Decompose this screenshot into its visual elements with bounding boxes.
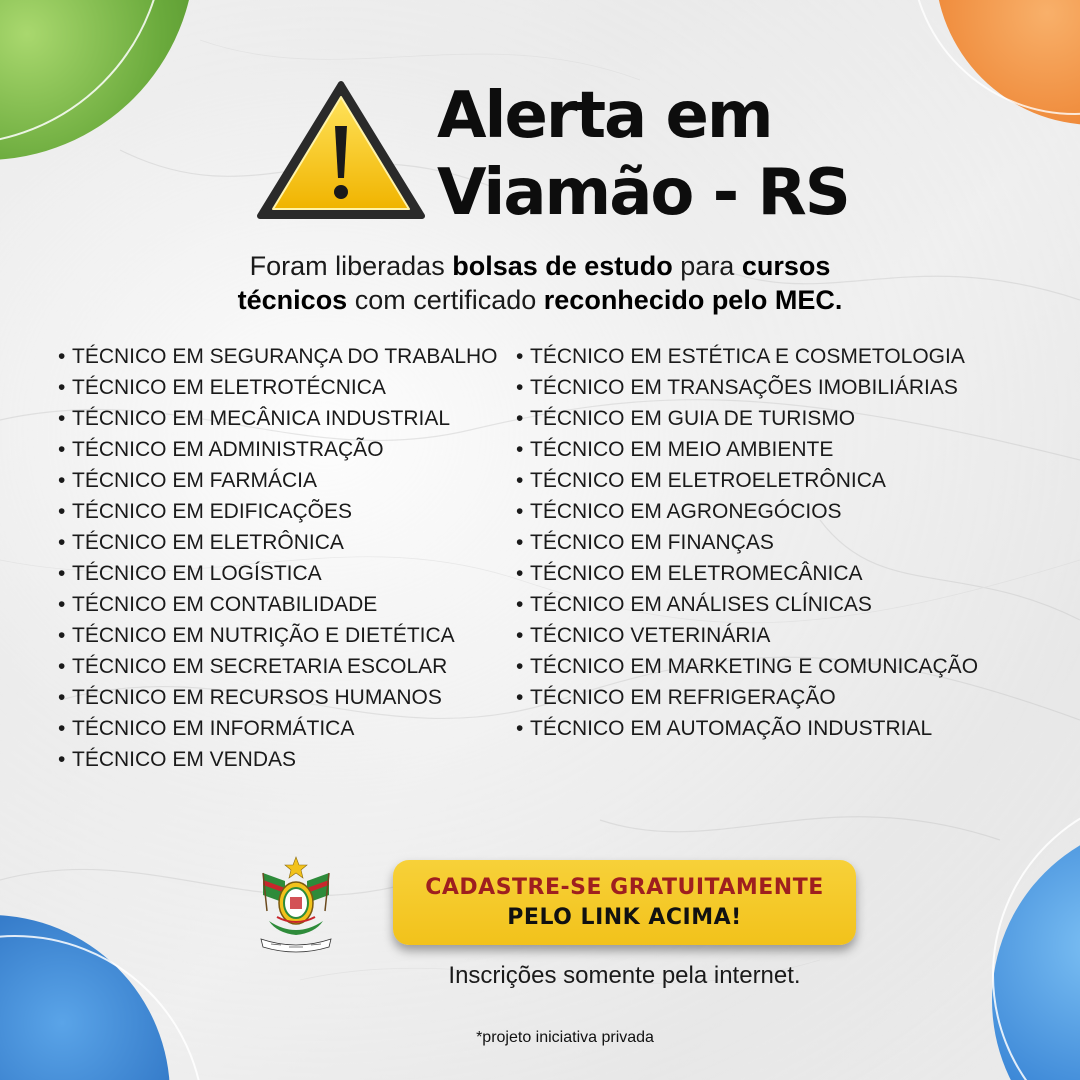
course-item: • TÉCNICO EM ELETROMECÂNICA [516,558,978,589]
cta-line-1: CADASTRE-SE GRATUITAMENTE [425,875,824,900]
decor-ring-blue-right [992,790,1080,1080]
course-list-right [516,341,978,744]
course-item: • TÉCNICO EM ELETROELETRÔNICA [516,465,978,496]
decor-ring-orange [910,0,1080,115]
course-item: • TÉCNICO EM SECRETARIA ESCOLAR [58,651,498,682]
subtitle [40,249,1040,317]
subtitle-text: com certificado [347,285,544,315]
course-item: • TÉCNICO EM VENDAS [58,744,498,775]
course-item: • TÉCNICO EM CONTABILIDADE [58,589,498,620]
course-item: • TÉCNICO EM ELETRÔNICA [58,527,498,558]
course-item: • TÉCNICO EM RECURSOS HUMANOS [58,682,498,713]
course-item: • TÉCNICO EM LOGÍSTICA [58,558,498,589]
title-line-2: Viamão - RS [437,156,849,230]
course-item: • TÉCNICO EM REFRIGERAÇÃO [516,682,978,713]
footnote: *projeto iniciativa privada [476,1029,654,1046]
course-item: • TÉCNICO EM ESTÉTICA E COSMETOLOGIA [516,341,978,372]
course-item: • TÉCNICO EM FINANÇAS [516,527,978,558]
course-item: • TÉCNICO VETERINÁRIA [516,620,978,651]
course-item: • TÉCNICO EM MECÂNICA INDUSTRIAL [58,403,498,434]
course-item: • TÉCNICO EM NUTRIÇÃO E DIETÉTICA [58,620,498,651]
warning-triangle-icon [256,80,426,222]
decor-ring-blue-left [0,935,205,1080]
course-list-left [58,341,498,775]
register-cta-button[interactable] [393,860,856,945]
subtitle-highlight: técnicos [237,285,348,315]
online-registration-note: Inscrições somente pela internet. [448,962,801,989]
course-item: • TÉCNICO EM ELETROTÉCNICA [58,372,498,403]
subtitle-text: para [672,251,742,281]
subtitle-highlight: reconhecido pelo MEC. [543,285,843,315]
page-title [437,78,849,232]
subtitle-text: Foram liberadas [249,251,453,281]
course-item: • TÉCNICO EM FARMÁCIA [58,465,498,496]
coat-of-arms-icon [255,855,337,955]
title-line-1: Alerta em [437,79,772,153]
course-item: • TÉCNICO EM TRANSAÇÕES IMOBILIÁRIAS [516,372,978,403]
subtitle-highlight: cursos [741,251,831,281]
course-item: • TÉCNICO EM ANÁLISES CLÍNICAS [516,589,978,620]
course-item: • TÉCNICO EM AUTOMAÇÃO INDUSTRIAL [516,713,978,744]
course-item: • TÉCNICO EM MARKETING E COMUNICAÇÃO [516,651,978,682]
course-item: • TÉCNICO EM MEIO AMBIENTE [516,434,978,465]
course-item: • TÉCNICO EM SEGURANÇA DO TRABALHO [58,341,498,372]
course-item: • TÉCNICO EM GUIA DE TURISMO [516,403,978,434]
course-item: • TÉCNICO EM ADMINISTRAÇÃO [58,434,498,465]
course-item: • TÉCNICO EM AGRONEGÓCIOS [516,496,978,527]
course-item: • TÉCNICO EM EDIFICAÇÕES [58,496,498,527]
course-item: • TÉCNICO EM INFORMÁTICA [58,713,498,744]
cta-line-2: PELO LINK ACIMA! [507,905,742,930]
subtitle-highlight: bolsas de estudo [452,251,673,281]
